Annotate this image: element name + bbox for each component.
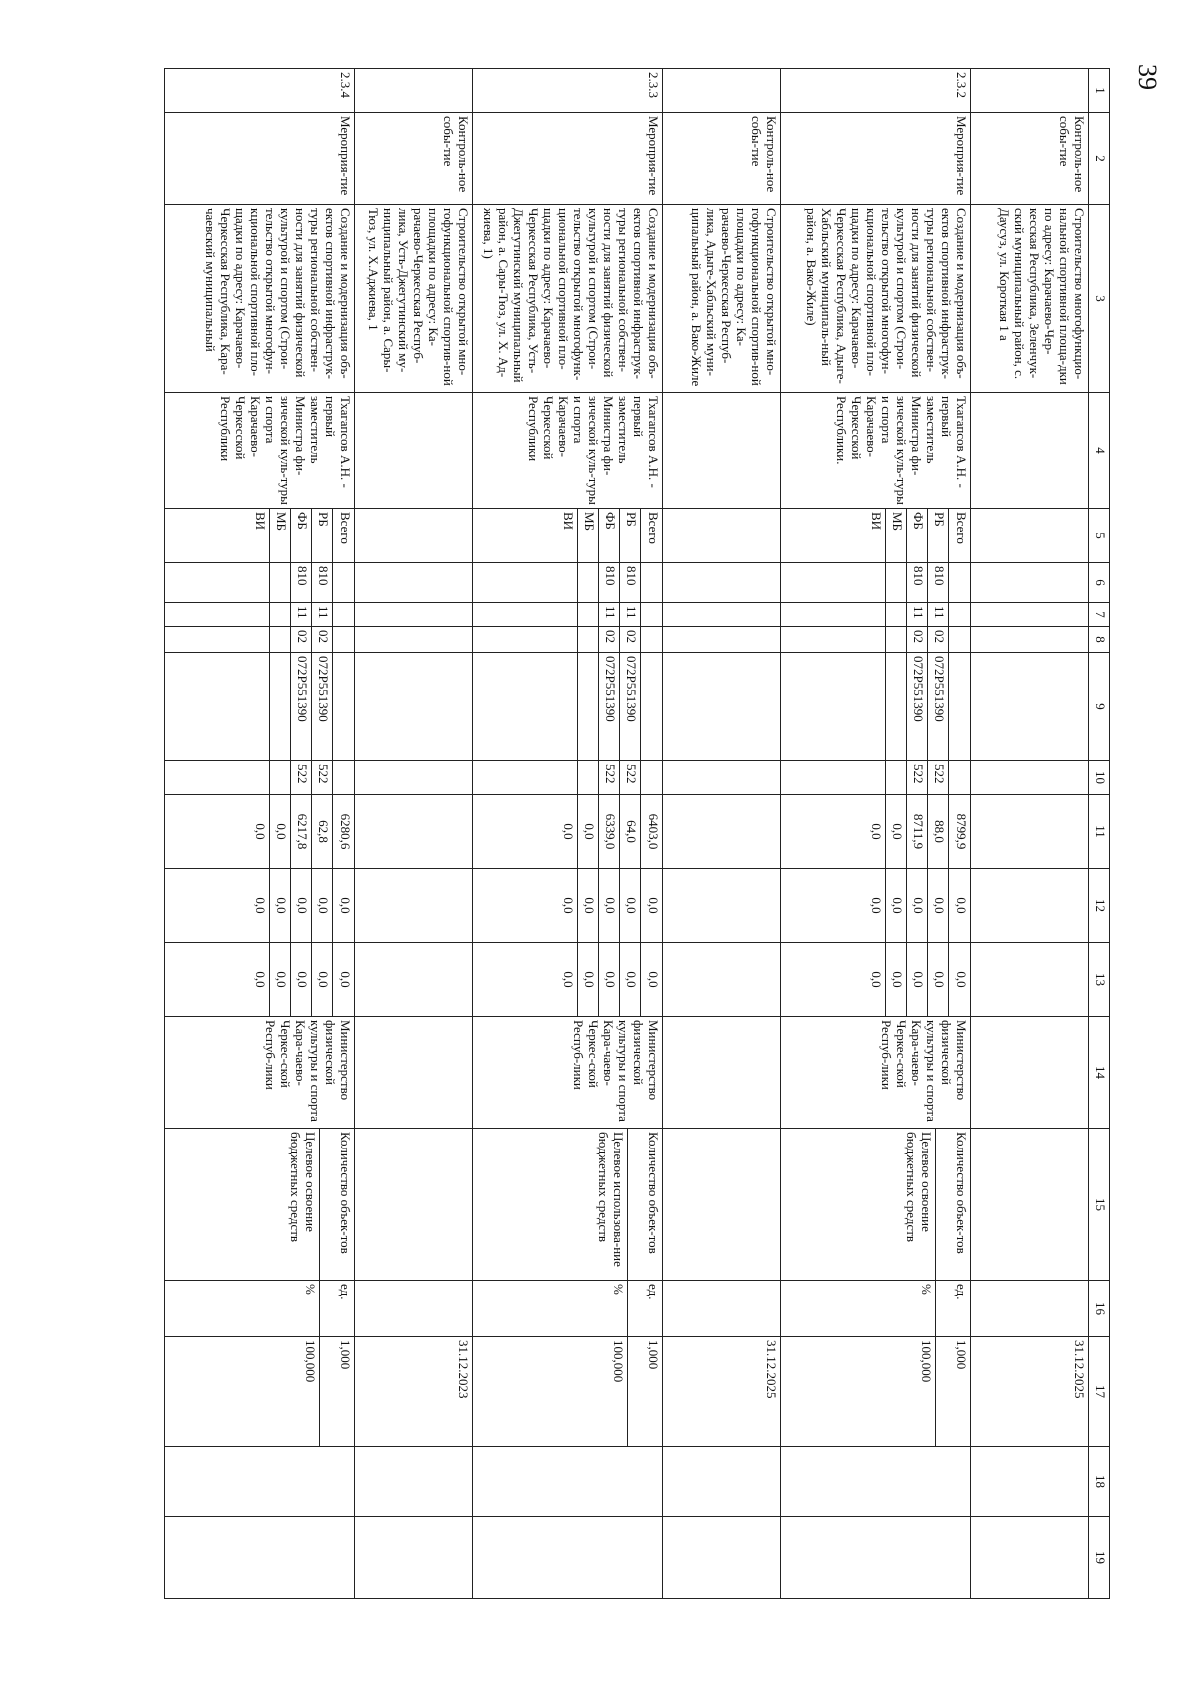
row-number: 2.3.2 bbox=[781, 69, 971, 113]
amount-2025: 0,0 bbox=[907, 943, 928, 1016]
amount-2023: 6339,0 bbox=[599, 795, 620, 868]
code-target-cell bbox=[781, 653, 971, 761]
amount-2023: 0,0 bbox=[886, 795, 907, 868]
code-target bbox=[557, 653, 578, 760]
code-section bbox=[641, 603, 662, 626]
amount-2023: 8799,9 bbox=[954, 813, 969, 850]
amount-2025: 0,0 bbox=[620, 943, 641, 1016]
code-section-cell bbox=[781, 603, 971, 627]
code-subsection: 02 bbox=[620, 627, 641, 652]
amount-2023: 8711,9 bbox=[907, 795, 928, 868]
code-section bbox=[557, 603, 578, 626]
amount-2024-cell bbox=[781, 869, 971, 943]
column-number-2: 2 bbox=[1089, 113, 1110, 205]
code-subsection-cell bbox=[473, 627, 663, 653]
empty-cell bbox=[663, 1017, 781, 1129]
code-ministry bbox=[641, 563, 662, 602]
code-expense-type: 522 bbox=[620, 761, 641, 794]
amount-2024: 0,0 bbox=[270, 869, 291, 942]
code-target bbox=[865, 653, 886, 760]
empty-cell bbox=[663, 627, 781, 653]
funding-source: ФБ bbox=[291, 509, 312, 562]
code-section bbox=[865, 603, 886, 626]
executing-ministry: Министерство физической культуры и спорта Кара-чаево-Черкес-ской Респуб-лики bbox=[781, 1017, 971, 1129]
code-ministry bbox=[578, 563, 599, 602]
empty-cell bbox=[355, 653, 473, 761]
funding-source: РБ bbox=[620, 509, 641, 562]
code-section: 11 bbox=[620, 603, 641, 626]
code-subsection: 02 bbox=[312, 627, 333, 652]
amount-2024: 0,0 bbox=[557, 869, 578, 942]
indicator-unit: ед. bbox=[338, 1284, 353, 1300]
code-ministry bbox=[333, 563, 354, 602]
column-number-13: 13 bbox=[1089, 943, 1110, 1017]
amount-2025: 0,0 bbox=[646, 971, 661, 988]
empty-cell bbox=[663, 1517, 781, 1599]
amount-2024: 0,0 bbox=[620, 869, 641, 942]
code-target: 072P551390 bbox=[928, 653, 949, 760]
empty-cell bbox=[355, 1281, 473, 1337]
empty-cell bbox=[355, 563, 473, 603]
amount-2024: 0,0 bbox=[865, 869, 886, 942]
code-expense-type bbox=[270, 761, 291, 794]
indicator-unit: % bbox=[302, 1281, 320, 1336]
amount-2024: 0,0 bbox=[907, 869, 928, 942]
indicator-name: Целевое использова-ние бюджетных средств bbox=[595, 1129, 628, 1280]
measure-row bbox=[165, 69, 355, 1599]
code-section: 11 bbox=[312, 603, 333, 626]
indicator-value: 1,000 bbox=[954, 1340, 969, 1370]
amount-2025: 0,0 bbox=[338, 971, 353, 988]
code-subsection: 02 bbox=[907, 627, 928, 652]
code-subsection: 02 bbox=[928, 627, 949, 652]
amount-2025-cell bbox=[781, 943, 971, 1017]
code-ministry bbox=[865, 563, 886, 602]
empty-cell bbox=[971, 1281, 1089, 1337]
amount-2024: 0,0 bbox=[312, 869, 333, 942]
code-expense-type: 522 bbox=[907, 761, 928, 794]
indicator-unit-cell bbox=[473, 1281, 663, 1337]
code-target bbox=[333, 653, 354, 760]
code-expense-type: 522 bbox=[599, 761, 620, 794]
amount-2025: 0,0 bbox=[270, 943, 291, 1016]
code-target bbox=[886, 653, 907, 760]
empty-cell bbox=[355, 869, 473, 943]
code-expense-type bbox=[578, 761, 599, 794]
code-expense-type: 522 bbox=[928, 761, 949, 794]
column-number-11: 11 bbox=[1089, 795, 1110, 869]
code-subsection: 02 bbox=[599, 627, 620, 652]
funding-source: ВИ bbox=[249, 509, 270, 562]
code-section bbox=[270, 603, 291, 626]
empty-cell bbox=[971, 603, 1089, 627]
empty-cell bbox=[781, 1447, 971, 1517]
code-subsection: 02 bbox=[291, 627, 312, 652]
code-ministry-cell bbox=[165, 563, 355, 603]
code-section bbox=[886, 603, 907, 626]
code-section bbox=[249, 603, 270, 626]
measure-name: Создание и модернизация объ-ектов спортивной инфраструк-туры региональной собствен-ности для занятий физической культурой и спортом (Строи-тельство открытой многофунк-циональной спортивной пло-щадки по адресу: Карачаево-Черкесская Республика, Усть-Джегутинский муниципальный район, а. Сары-Тюз, ул. Х. Ад-жиева, 1) bbox=[473, 205, 663, 393]
empty-cell bbox=[663, 943, 781, 1017]
code-expense-type bbox=[641, 761, 662, 794]
amount-2023: 62,8 bbox=[312, 795, 333, 868]
amount-2024-cell bbox=[165, 869, 355, 943]
event-name: Строительство открытой мно-гофункциональной спортив-ной площадки по адресу: Ка-рачаево-Черкесская Респуб-лика, Адыге-Хабльский муни-ципальный район, а. Вако-Жиле bbox=[663, 205, 781, 393]
code-subsection bbox=[578, 627, 599, 652]
indicator-name: Количество объек-тов bbox=[646, 1132, 661, 1254]
row-number bbox=[355, 69, 473, 113]
due-date: 31.12.2023 bbox=[355, 1337, 473, 1447]
amount-2024: 0,0 bbox=[928, 869, 949, 942]
amount-2025: 0,0 bbox=[865, 943, 886, 1016]
empty-cell bbox=[355, 1447, 473, 1517]
code-expense-type bbox=[249, 761, 270, 794]
code-ministry bbox=[249, 563, 270, 602]
indicator-value: 100,000 bbox=[610, 1337, 628, 1446]
code-expense-type bbox=[557, 761, 578, 794]
indicator-name: Целевое освоение бюджетных средств bbox=[287, 1129, 320, 1280]
column-number-5: 5 bbox=[1089, 509, 1110, 563]
indicator-value: 100,000 bbox=[302, 1337, 320, 1446]
code-expense-type bbox=[333, 761, 354, 794]
empty-cell bbox=[355, 761, 473, 795]
code-subsection bbox=[249, 627, 270, 652]
empty-cell bbox=[663, 1281, 781, 1337]
empty-cell bbox=[473, 1517, 663, 1599]
measure-row bbox=[781, 69, 971, 1599]
empty-cell bbox=[971, 1447, 1089, 1517]
empty-cell bbox=[355, 627, 473, 653]
code-subsection bbox=[333, 627, 354, 652]
empty-cell bbox=[781, 1517, 971, 1599]
code-expense-type bbox=[865, 761, 886, 794]
code-expense-type: 522 bbox=[312, 761, 333, 794]
amount-2024: 0,0 bbox=[338, 897, 353, 914]
amount-2025: 0,0 bbox=[578, 943, 599, 1016]
indicator-unit: ед. bbox=[954, 1284, 969, 1300]
amount-2024: 0,0 bbox=[646, 897, 661, 914]
amount-2025: 0,0 bbox=[291, 943, 312, 1016]
code-target bbox=[949, 653, 970, 760]
amount-2025: 0,0 bbox=[249, 943, 270, 1016]
funding-source: РБ bbox=[312, 509, 333, 562]
code-target: 072P551390 bbox=[620, 653, 641, 760]
row-number: 2.3.3 bbox=[473, 69, 663, 113]
column-number-18: 18 bbox=[1089, 1447, 1110, 1517]
row-number bbox=[971, 69, 1089, 113]
column-number-7: 7 bbox=[1089, 603, 1110, 627]
code-target: 072P551390 bbox=[907, 653, 928, 760]
indicator-name-cell bbox=[473, 1129, 663, 1281]
column-number-4: 4 bbox=[1089, 393, 1110, 509]
indicator-unit: ед. bbox=[646, 1284, 661, 1300]
empty-cell bbox=[663, 603, 781, 627]
indicator-unit: % bbox=[918, 1281, 936, 1336]
amount-2023: 0,0 bbox=[865, 795, 886, 868]
amount-2023: 0,0 bbox=[249, 795, 270, 868]
control-event-row bbox=[355, 69, 473, 1599]
code-ministry bbox=[557, 563, 578, 602]
row-number bbox=[663, 69, 781, 113]
code-subsection bbox=[949, 627, 970, 652]
column-number-12: 12 bbox=[1089, 869, 1110, 943]
funding-source: ФБ bbox=[599, 509, 620, 562]
code-target-cell bbox=[473, 653, 663, 761]
empty-cell bbox=[971, 627, 1089, 653]
code-subsection bbox=[557, 627, 578, 652]
executing-ministry: Министерство физической культуры и спорта Кара-чаево-Черкес-ской Респуб-лики bbox=[165, 1017, 355, 1129]
column-number-6: 6 bbox=[1089, 563, 1110, 603]
indicator-value-cell bbox=[165, 1337, 355, 1447]
measure-name: Создание и модернизация объ-ектов спортивной инфраструк-туры региональной собствен-ности для занятий физической культурой и спортом (Строи-тельство открытой многофун-кциональной спортивной пло-щадки по адресу: Карачаево-Черкесская Республика, Адыге-Хабльский муниципаль-ный район, а. Вако-Жиле) bbox=[781, 205, 971, 393]
amount-2025-cell bbox=[165, 943, 355, 1017]
code-subsection-cell bbox=[781, 627, 971, 653]
responsible-person: Тхагапсов А.Н. - первый заместитель Министра фи-зической куль-туры и спорта Карачаево-Черкесской Республики. bbox=[781, 393, 971, 509]
code-section bbox=[333, 603, 354, 626]
indicator-name: Целевое освоение бюджетных средств bbox=[903, 1129, 936, 1280]
funding-source: ФБ bbox=[907, 509, 928, 562]
empty-cell bbox=[971, 563, 1089, 603]
funding-source: Всего bbox=[646, 512, 661, 544]
empty-cell bbox=[473, 1447, 663, 1517]
indicator-value-cell bbox=[473, 1337, 663, 1447]
row-kind: Мероприя-тие bbox=[473, 113, 663, 205]
amount-2023: 6280,6 bbox=[338, 813, 353, 850]
column-number-8: 8 bbox=[1089, 627, 1110, 653]
indicator-value: 100,000 bbox=[918, 1337, 936, 1446]
code-ministry: 810 bbox=[599, 563, 620, 602]
column-number-15: 15 bbox=[1089, 1129, 1110, 1281]
column-number-1: 1 bbox=[1089, 69, 1110, 113]
amount-2024: 0,0 bbox=[954, 897, 969, 914]
empty-cell bbox=[355, 509, 473, 563]
table-body bbox=[165, 69, 1089, 1599]
empty-cell bbox=[971, 393, 1089, 509]
page-number: 39 bbox=[1133, 64, 1162, 90]
funding-source-cell bbox=[165, 509, 355, 563]
funding-source-cell bbox=[473, 509, 663, 563]
control-event-row bbox=[971, 69, 1089, 1599]
amount-2024: 0,0 bbox=[599, 869, 620, 942]
code-expense-type: 522 bbox=[291, 761, 312, 794]
empty-cell bbox=[663, 869, 781, 943]
empty-cell bbox=[165, 1517, 355, 1599]
amount-2024: 0,0 bbox=[886, 869, 907, 942]
amount-2025: 0,0 bbox=[886, 943, 907, 1016]
code-target bbox=[578, 653, 599, 760]
code-section bbox=[578, 603, 599, 626]
event-name: Строительство открытой мно-гофункциональной спортив-ной площадки по адресу: Ка-рачаево-Черкесская Респуб-лика, Усть-Джегутинский му-ниципальный район, а. Сары-Тюз, ул. Х.Аджиева, 1 bbox=[355, 205, 473, 393]
code-expense-type bbox=[949, 761, 970, 794]
code-subsection-cell bbox=[165, 627, 355, 653]
empty-cell bbox=[971, 795, 1089, 869]
funding-source: ВИ bbox=[865, 509, 886, 562]
code-subsection bbox=[865, 627, 886, 652]
code-ministry: 810 bbox=[620, 563, 641, 602]
funding-source: МБ bbox=[270, 509, 291, 562]
code-target: 072P551390 bbox=[312, 653, 333, 760]
empty-cell bbox=[663, 1447, 781, 1517]
amount-2023: 0,0 bbox=[578, 795, 599, 868]
code-section-cell bbox=[165, 603, 355, 627]
code-ministry bbox=[886, 563, 907, 602]
empty-cell bbox=[971, 761, 1089, 795]
empty-cell bbox=[355, 1129, 473, 1281]
funding-source: Всего bbox=[338, 512, 353, 544]
row-kind: Контроль-ное собы-тие bbox=[355, 113, 473, 205]
row-kind: Мероприя-тие bbox=[165, 113, 355, 205]
amount-2025-cell bbox=[473, 943, 663, 1017]
amount-2023: 6403,0 bbox=[646, 813, 661, 850]
code-section: 11 bbox=[291, 603, 312, 626]
funding-source-cell bbox=[781, 509, 971, 563]
column-number-3: 3 bbox=[1089, 205, 1110, 393]
empty-cell bbox=[971, 943, 1089, 1017]
indicator-name: Количество объек-тов bbox=[954, 1132, 969, 1254]
empty-cell bbox=[971, 1129, 1089, 1281]
funding-source: МБ bbox=[886, 509, 907, 562]
empty-cell bbox=[971, 509, 1089, 563]
code-section: 11 bbox=[907, 603, 928, 626]
amount-2025: 0,0 bbox=[312, 943, 333, 1016]
amount-2023: 0,0 bbox=[557, 795, 578, 868]
executing-ministry: Министерство физической культуры и спорта Кара-чаево-Черкес-ской Респуб-лики bbox=[473, 1017, 663, 1129]
code-ministry bbox=[949, 563, 970, 602]
empty-cell bbox=[355, 1017, 473, 1129]
row-number: 2.3.4 bbox=[165, 69, 355, 113]
program-table bbox=[164, 68, 1110, 1599]
empty-cell bbox=[971, 1517, 1089, 1599]
control-event-row bbox=[663, 69, 781, 1599]
code-ministry: 810 bbox=[312, 563, 333, 602]
code-section-cell bbox=[473, 603, 663, 627]
code-target-cell bbox=[165, 653, 355, 761]
amount-2023-cell bbox=[473, 795, 663, 869]
row-kind: Контроль-ное собы-тие bbox=[663, 113, 781, 205]
column-number-9: 9 bbox=[1089, 653, 1110, 761]
code-expense-type-cell bbox=[473, 761, 663, 795]
measure-row bbox=[473, 69, 663, 1599]
amount-2023: 88,0 bbox=[928, 795, 949, 868]
due-date: 31.12.2025 bbox=[663, 1337, 781, 1447]
code-expense-type bbox=[886, 761, 907, 794]
column-number-row bbox=[1089, 69, 1110, 1599]
empty-cell bbox=[663, 509, 781, 563]
code-section: 11 bbox=[928, 603, 949, 626]
code-target bbox=[641, 653, 662, 760]
code-section bbox=[949, 603, 970, 626]
measure-name: Создание и модернизация объ-ектов спортивной инфраструк-туры региональной собствен-ности для занятий физической культурой и спортом (Строи-тельство открытой многофун-кциональной спортивной пло-щадки по адресу: Карачаево-Черкесская Республика, Кара-чаевский муниципальный bbox=[165, 205, 355, 393]
code-ministry: 810 bbox=[928, 563, 949, 602]
funding-source: МБ bbox=[578, 509, 599, 562]
empty-cell bbox=[663, 393, 781, 509]
indicator-name-cell bbox=[165, 1129, 355, 1281]
amount-2023: 0,0 bbox=[270, 795, 291, 868]
column-number-10: 10 bbox=[1089, 761, 1110, 795]
column-number-19: 19 bbox=[1089, 1517, 1110, 1599]
code-subsection bbox=[270, 627, 291, 652]
empty-cell bbox=[355, 795, 473, 869]
empty-cell bbox=[355, 603, 473, 627]
amount-2025: 0,0 bbox=[557, 943, 578, 1016]
code-expense-type-cell bbox=[165, 761, 355, 795]
code-expense-type-cell bbox=[781, 761, 971, 795]
code-ministry bbox=[270, 563, 291, 602]
code-subsection bbox=[641, 627, 662, 652]
column-number-14: 14 bbox=[1089, 1017, 1110, 1129]
funding-source: ВИ bbox=[557, 509, 578, 562]
code-target: 072P551390 bbox=[599, 653, 620, 760]
empty-cell bbox=[663, 563, 781, 603]
column-number-17: 17 bbox=[1089, 1337, 1110, 1447]
empty-cell bbox=[971, 653, 1089, 761]
empty-cell bbox=[355, 1517, 473, 1599]
indicator-value: 1,000 bbox=[338, 1340, 353, 1370]
amount-2024: 0,0 bbox=[249, 869, 270, 942]
indicator-unit-cell bbox=[781, 1281, 971, 1337]
amount-2025: 0,0 bbox=[954, 971, 969, 988]
empty-cell bbox=[663, 795, 781, 869]
amount-2024-cell bbox=[473, 869, 663, 943]
rotated-table-canvas bbox=[100, 68, 1110, 1598]
funding-source: РБ bbox=[928, 509, 949, 562]
amount-2024: 0,0 bbox=[291, 869, 312, 942]
funding-source: Всего bbox=[954, 512, 969, 544]
responsible-person: Тхагапсов А.Н. - первый заместитель Министра фи-зической куль-туры и спорта Карачаево-Черкесской Республики bbox=[165, 393, 355, 509]
indicator-name-cell bbox=[781, 1129, 971, 1281]
empty-cell bbox=[355, 393, 473, 509]
code-ministry-cell bbox=[781, 563, 971, 603]
code-target bbox=[270, 653, 291, 760]
code-ministry: 810 bbox=[907, 563, 928, 602]
empty-cell bbox=[355, 943, 473, 1017]
empty-cell bbox=[663, 1129, 781, 1281]
code-subsection bbox=[886, 627, 907, 652]
due-date: 31.12.2025 bbox=[971, 1337, 1089, 1447]
code-section: 11 bbox=[599, 603, 620, 626]
amount-2023: 64,0 bbox=[620, 795, 641, 868]
row-kind: Контроль-ное собы-тие bbox=[971, 113, 1089, 205]
empty-cell bbox=[971, 869, 1089, 943]
indicator-value-cell bbox=[781, 1337, 971, 1447]
amount-2023-cell bbox=[165, 795, 355, 869]
responsible-person: Тхагапсов А.Н. - первый заместитель Министра фи-зической куль-туры и спорта Карачаево-Черкесской Республики bbox=[473, 393, 663, 509]
code-target: 072P551390 bbox=[291, 653, 312, 760]
amount-2023: 6217,8 bbox=[291, 795, 312, 868]
amount-2025: 0,0 bbox=[599, 943, 620, 1016]
code-ministry-cell bbox=[473, 563, 663, 603]
row-kind: Мероприя-тие bbox=[781, 113, 971, 205]
indicator-unit: % bbox=[610, 1281, 628, 1336]
code-ministry: 810 bbox=[291, 563, 312, 602]
amount-2025: 0,0 bbox=[928, 943, 949, 1016]
indicator-value: 1,000 bbox=[646, 1340, 661, 1370]
indicator-unit-cell bbox=[165, 1281, 355, 1337]
empty-cell bbox=[971, 1017, 1089, 1129]
code-target bbox=[249, 653, 270, 760]
indicator-name: Количество объек-тов bbox=[338, 1132, 353, 1254]
empty-cell bbox=[165, 1447, 355, 1517]
column-number-16: 16 bbox=[1089, 1281, 1110, 1337]
event-name: Строительство многофункцио-нальной спортивной площа-дки по адресу: Карачаево-Чер-кесская Республика, Зеленчук-ский муниципальный район, с. Даусуз, ул. Короткая 1 а bbox=[971, 205, 1089, 393]
amount-2023-cell bbox=[781, 795, 971, 869]
empty-cell bbox=[663, 761, 781, 795]
empty-cell bbox=[663, 653, 781, 761]
amount-2024: 0,0 bbox=[578, 869, 599, 942]
